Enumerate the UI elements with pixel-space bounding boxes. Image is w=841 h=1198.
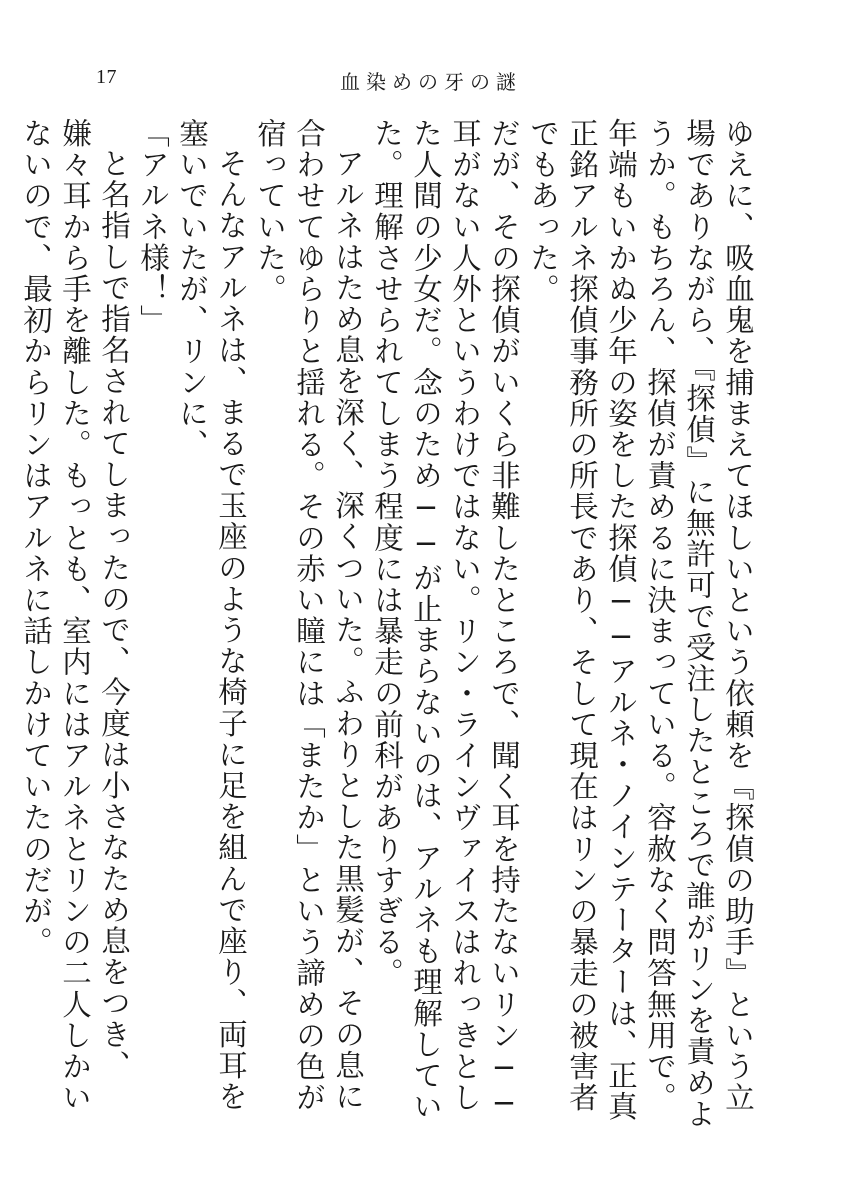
paragraph: だが、その探偵がいくら非難したところで、聞く耳を持たないリン──耳がない人外というわけではない。リン・ラインヴァイスはれっきとした人間の少女だ。念のため──が止まらないのは、アルネも理解していた。理解させられてしまう程度には暴走の前科がありすぎる。 — [370, 118, 521, 1123]
paragraph: と名指しで指名されてしまったので、今度は小さなため息をつき、嫌々耳から手を離した。もっとも、室内にはアルネとリンの二人しかいないので、最初からリンはアルネに話しかけていたのだが。 — [19, 118, 131, 1114]
paragraph: そんなアルネは、まるで玉座のような椅子に足を組んで座り、両耳を塞いでいたが、リンに、 — [175, 118, 248, 1112]
body-text — [19, 118, 757, 1138]
paragraph: 年端もいかぬ少年の姿をした探偵──アルネ・ノインテーターは、正真正銘アルネ探偵事務所の所長であり、そして現在はリンの暴走の被害者でもあった。 — [526, 118, 638, 1123]
paragraph: アルネはため息を深く、深くついた。ふわりとした黒髪が、その息に合わせてゆらりと揺れる。その赤い瞳には「またか」という諦めの色が宿っていた。 — [253, 118, 365, 1114]
running-title: 血染めの牙の謎 — [340, 70, 522, 94]
paragraph: ゆえに、吸血鬼を捕まえてほしいという依頼を『探偵の助手』という立場でありながら、『探偵』に無許可で受注したところで誰がリンを責めようか。もちろん、探偵が責めるに決まっている。容赦なく問答無用で。 — [643, 118, 755, 1130]
page-number: 17 — [96, 66, 117, 88]
dialogue-line: 「アルネ様！」 — [136, 118, 170, 336]
